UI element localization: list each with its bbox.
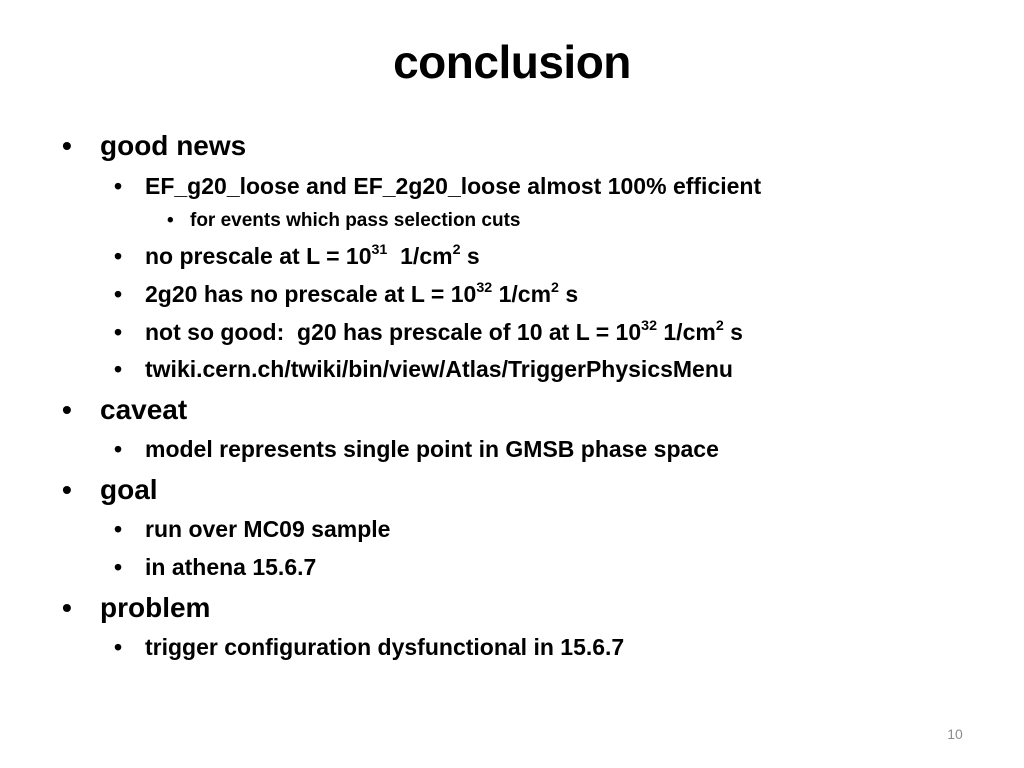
text-part: 1/cm: [492, 281, 552, 307]
text-part: no prescale at L = 10: [145, 243, 372, 269]
bullet-caveat: [62, 392, 188, 428]
bullet-dot: •: [62, 592, 72, 623]
bullet-dot: •: [114, 281, 123, 307]
text-part: 1/cm: [657, 319, 716, 345]
bullet-text: EF_g20_loose and EF_2g20_loose almost 100% efficient: [145, 173, 762, 199]
bullet-good-news: [62, 128, 247, 164]
bullet-problem: [62, 590, 211, 626]
bullet-text: trigger configuration dysfunctional in 15.6.7: [145, 634, 625, 660]
text-part: s: [723, 319, 743, 345]
text-part: not so good: g20 has prescale of 10 at L = 10: [145, 319, 642, 345]
exponent: 32: [641, 317, 657, 334]
slide-title: conclusion: [393, 36, 631, 88]
bullet-dot: •: [114, 319, 123, 345]
sub-bullet-g20-prescale: [114, 317, 743, 347]
bullet-dot: •: [62, 474, 72, 505]
sub-bullet-mc09: [114, 514, 391, 544]
exponent: 2: [452, 241, 461, 258]
bullet-text: for events which pass selection cuts: [190, 210, 521, 231]
page-number: 10: [947, 726, 963, 742]
sub-sub-bullet-selection-cuts: [167, 209, 521, 233]
sub-bullet-athena: [114, 552, 317, 582]
sub-bullet-no-prescale: [114, 241, 480, 271]
sub-bullet-twiki-link: [114, 354, 733, 384]
text-part: 2g20 has no prescale at L = 10: [145, 281, 477, 307]
bullet-dot: •: [114, 634, 123, 660]
sub-bullet-model: [114, 434, 719, 464]
bullet-dot: •: [114, 436, 123, 462]
bullet-dot: •: [62, 394, 72, 425]
bullet-text: good news: [100, 130, 247, 161]
bullet-dot: •: [114, 173, 123, 199]
exponent: 2: [715, 317, 724, 334]
exponent: 31: [371, 241, 388, 258]
bullet-text: model represents single point in GMSB phase space: [145, 436, 719, 462]
bullet-dot: •: [114, 243, 123, 269]
bullet-text: [145, 243, 480, 269]
bullet-text: in athena 15.6.7: [145, 554, 317, 580]
bullet-text: run over MC09 sample: [145, 516, 391, 542]
bullet-dot: •: [114, 554, 123, 580]
sub-bullet-efficiency: [114, 171, 762, 201]
bullet-text: goal: [100, 474, 158, 505]
exponent: 32: [476, 279, 493, 296]
bullet-text: caveat: [100, 394, 188, 425]
bullet-dot: •: [114, 516, 123, 542]
bullet-dot: •: [114, 356, 123, 382]
exponent: 2: [551, 279, 559, 296]
bullet-dot: •: [62, 130, 72, 161]
text-part: s: [460, 243, 480, 269]
sub-bullet-trigger-config: [114, 632, 625, 662]
text-part: s: [558, 281, 579, 307]
bullet-dot: •: [167, 210, 174, 231]
bullet-goal: [62, 472, 158, 508]
text-part: 1/cm: [387, 243, 453, 269]
bullet-text: [145, 319, 743, 345]
bullet-text: twiki.cern.ch/twiki/bin/view/Atlas/TriggerPhysicsMenu: [145, 356, 733, 382]
bullet-text: problem: [100, 592, 211, 623]
sub-bullet-2g20-prescale: [114, 279, 579, 309]
bullet-text: [145, 281, 578, 307]
